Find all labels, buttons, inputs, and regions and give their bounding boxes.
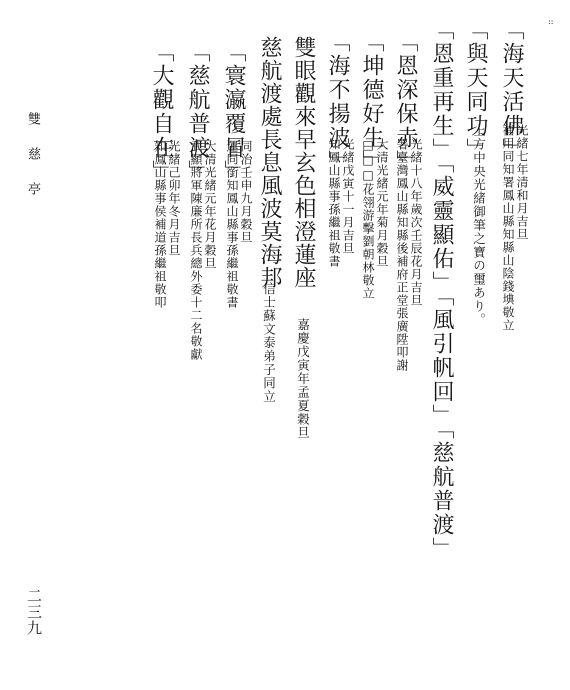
couplet-note-donor: 信士蘇文泰弟子同立 xyxy=(261,282,277,404)
inscription-haibu-yangbo: 「海不揚波」 xyxy=(325,30,350,174)
inscription-note-donor: 知鳳山縣事侯補道孫繼祖敬叩 xyxy=(153,140,167,309)
inscription-note-donor: □□□花翎游擊劉朝林敬立 xyxy=(361,138,375,300)
inscription-huanying-fumao: 「寰瀛覆冒」 xyxy=(221,40,246,184)
inscription-note-date: 光緒七年清和月吉旦 xyxy=(515,124,529,241)
inscription-kunde-haosheng: 「坤德好生」 xyxy=(359,30,384,174)
inscription-daguan-zizai: 「大觀自在」 xyxy=(149,40,174,184)
inscription-note-donor: 知鳳山縣事孫繼祖敬書 xyxy=(327,138,341,268)
couplet-note-date: 嘉慶戊寅年孟夏穀旦 xyxy=(295,318,311,440)
couplet-left-line: 慈航渡處長息風波莫海邦 xyxy=(257,36,282,289)
inscription-note-donor: 運同銜知鳳山縣事孫繼祖敬書 xyxy=(225,140,239,309)
inscription-note-date: 光緒戊寅十一月吉旦 xyxy=(341,138,355,255)
inscription-note-date: 同治壬申九月穀旦 xyxy=(239,140,253,244)
inscription-note-donor: 署臺灣鳳山縣知縣後補府正堂張廣陞叩謝 xyxy=(395,138,409,372)
inscription-note-date: 大清光緒元年花月穀旦 xyxy=(203,140,217,270)
inscription-yutian-tonggong: 「與天同功」 xyxy=(463,18,488,162)
inscription-cihang-pudu: 「慈航普渡」 xyxy=(185,40,210,184)
inscription-enshen-baochi: 「恩深保赤」 xyxy=(393,30,418,174)
couplet-right-line: 雙眼觀來早玄色相澄蓮座 xyxy=(291,36,316,289)
inscription-note-date: 光緒己卯年冬月吉旦 xyxy=(167,140,181,257)
inscription-haitian-huofo: 「海天活佛」 xyxy=(499,18,524,162)
inscription-note-seal: 上方中央光緒御筆之寶の璽あり。 xyxy=(471,124,487,327)
page-number: 二三九 xyxy=(25,588,43,636)
inscription-note-donor: 武顯將軍陳廉所長兵總外委十二名敬獻 xyxy=(189,140,203,361)
inscription-note-date: 大清光緒元年菊月穀旦 xyxy=(375,138,389,268)
running-title: 雙慈亭 xyxy=(25,112,40,217)
inscription-note-donor: 補用同知署鳳山縣知縣山陰錢㙉敬立 xyxy=(501,124,515,332)
inscription-four-plaques: 「恩重再生」「威靈顯佑」「風引帆回」「慈航普渡」 xyxy=(429,18,454,561)
corner-mark: :: xyxy=(548,17,554,26)
inscription-note-date: 光緒十八年歲次壬辰花月吉旦 xyxy=(409,138,423,307)
